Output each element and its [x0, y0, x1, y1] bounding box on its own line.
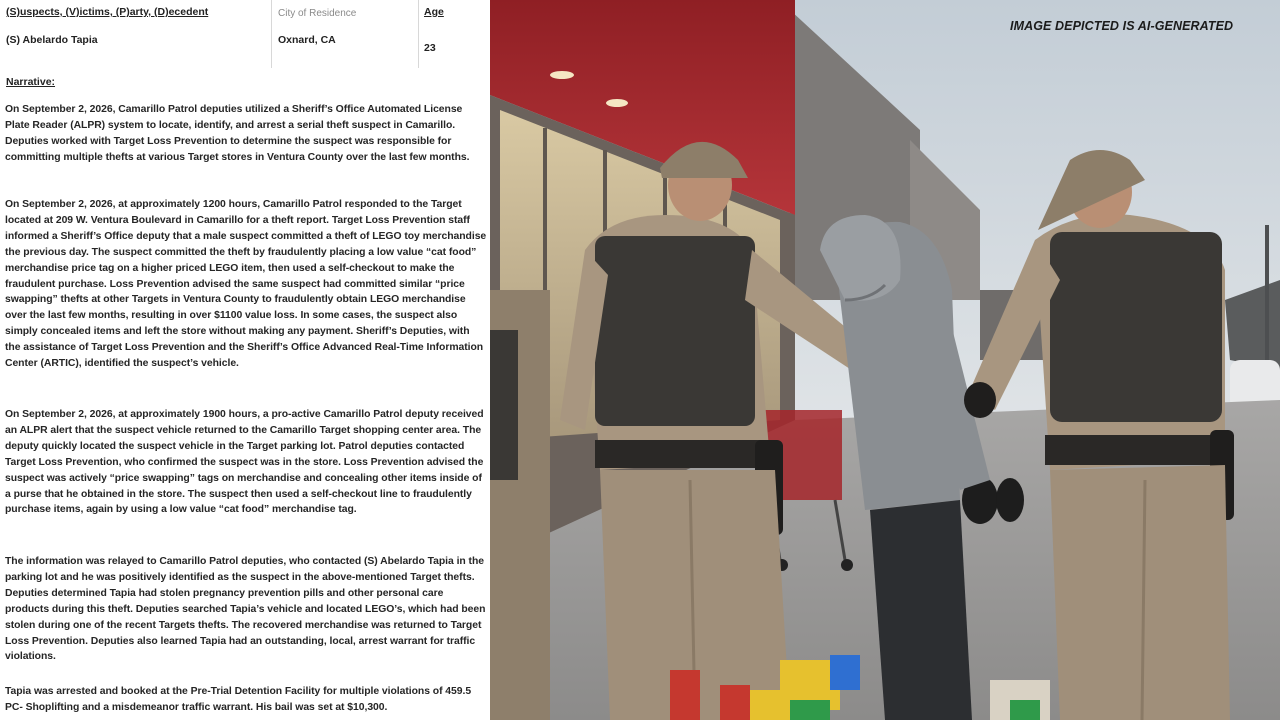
- party-cell: (S) Abelardo Tapia: [6, 34, 98, 46]
- city-cell: Oxnard, CA: [278, 34, 336, 46]
- age-column: [418, 0, 490, 68]
- city-column: [271, 0, 418, 68]
- narrative-paragraph: On September 2, 2026, at approximately 1200 hours, Camarillo Patrol responded to the Target located at 209 W. Ventura Boulevard in Camarillo for a theft report. Target Loss Prevention staff informed a Sheriff’s Office deputy that a male suspect committed a theft of LEGO toy merchandise the previous day. The suspect committed the theft by fraudulently placing a low value “cat food” merchandise price tag on a higher priced LEGO item, then used a self-checkout to make the fraudulent purchase. Loss Prevention advised the same suspect had committed similar “price swapping” thefts at other Targets in Ventura County to fraudulently obtain LEGO merchandise over the last few months, resulting in over $1100 value loss. In some cases, the suspect also simply concealed items and left the store without making any payment. Sheriff’s Deputies, with the assistance of Target Loss Prevention and the Sheriff’s Office Advanced Real-Time Information Center (ARTIC), identified the suspect’s vehicle.: [5, 199, 487, 370]
- light-pole: [1265, 225, 1269, 365]
- ceiling-light: [550, 71, 574, 79]
- age-column-header: Age: [424, 6, 444, 18]
- narrative-paragraph: Tapia was arrested and booked at the Pre-Trial Detention Facility for multiple violations of 459.5 PC- Shoplifting and a misdemeanor traffic warrant. His bail was set at $10,300.: [5, 686, 472, 713]
- narrative-paragraph: The information was relayed to Camarillo Patrol deputies, who contacted (S) Abelardo Tapia in the parking lot and he was positively identified as the suspect in the above-mentioned Target thefts. Deputies determined Tapia had stolen pregnancy prevention pills and other personal care products during this theft. Deputies searched Tapia’s vehicle and located LEGO’s, which had been stolen during one of the recent Targets thefts. The recovered merchandise was returned to Target Loss Prevention. Deputies also learned Tapia had an outstanding, local, arrest warrant for traffic violations.: [5, 556, 486, 663]
- party-column-header: (S)uspects, (V)ictims, (P)arty, (D)ecedent: [6, 6, 209, 18]
- city-column-header: City of Residence: [278, 8, 357, 19]
- arrest-scene-illustration: [490, 0, 1280, 720]
- ai-generated-notice: IMAGE DEPICTED IS AI-GENERATED: [1010, 19, 1234, 33]
- narrative-paragraph: On September 2, 2026, at approximately 1900 hours, a pro-active Camarillo Patrol deputy received an ALPR alert that the suspect vehicle returned to the Camarillo Target shopping center area. The deputy quickly located the suspect vehicle in the Target parking lot. Patrol deputies contacted Target Loss Prevention, who confirmed the suspect was in the store. Loss Prevention advised the suspect was actively “price swapping” tags on merchandise and concealing other items inside of a purse that he obtained in the store. The suspect then used a self-checkout line to fraudulently purchase items, again by using a low value “cat food” merchandise tag.: [5, 409, 484, 516]
- narrative-heading: Narrative:: [6, 76, 56, 88]
- parties-table: [0, 0, 490, 68]
- deputy-left-edge: [490, 290, 550, 720]
- arrest-photo: [490, 0, 1280, 720]
- ceiling-light: [606, 99, 628, 107]
- party-column: [0, 0, 270, 68]
- incident-report: [0, 0, 490, 720]
- narrative-paragraph: On September 2, 2026, Camarillo Patrol deputies utilized a Sheriff’s Office Automated License Plate Reader (ALPR) system to locate, identify, and arrest a serial theft suspect in Camarillo. Deputies worked with Target Loss Prevention to determine the suspect was responsible for committing multiple thefts at various Target stores in Ventura County over the last few months.: [5, 104, 470, 163]
- age-cell: 23: [424, 42, 436, 54]
